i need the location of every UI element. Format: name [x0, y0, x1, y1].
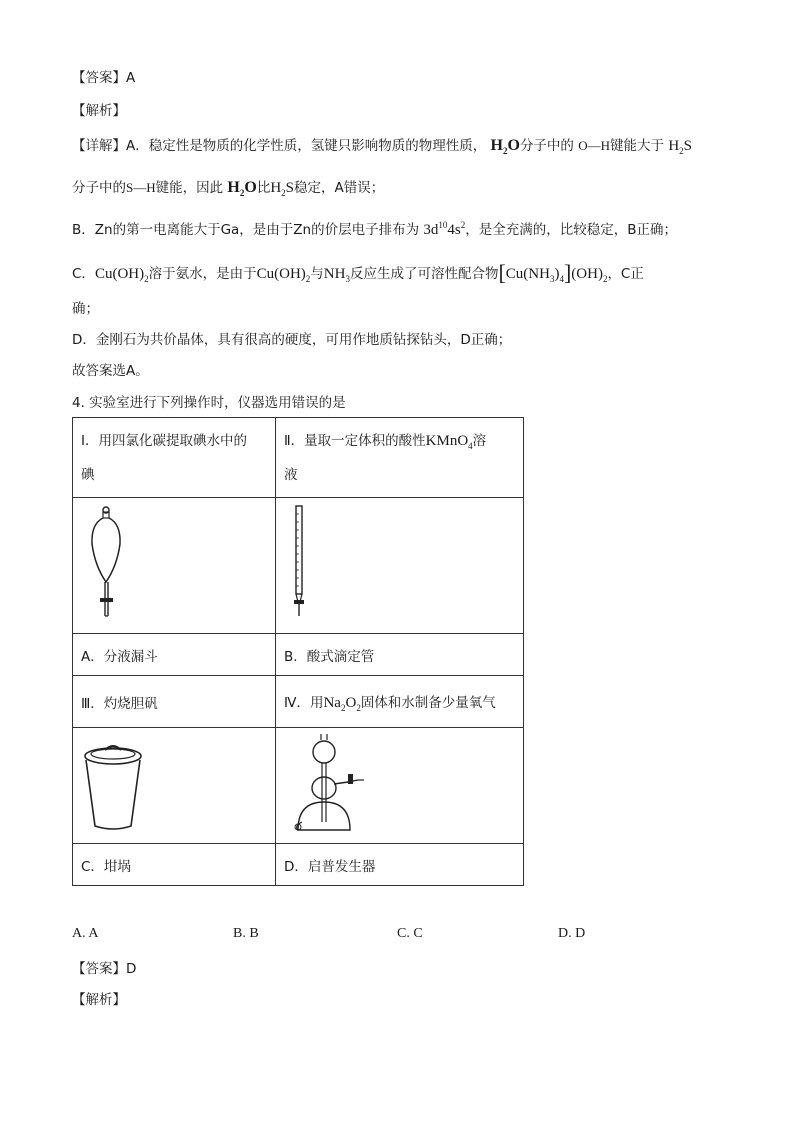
cell-kipp-image	[276, 728, 524, 844]
detail-a-line2	[72, 176, 384, 197]
crucible-icon	[81, 734, 151, 834]
cell-b-name: B．酸式滴定管	[276, 634, 524, 676]
detail-a-text3: 键能大于	[610, 138, 665, 154]
answer-line	[72, 66, 135, 86]
iv-label-text: Ⅳ．用	[284, 695, 324, 711]
cell-iv-label	[276, 676, 524, 728]
detail-c-line2: 确；	[72, 301, 99, 317]
cell-c-name: C．坩埚	[73, 844, 276, 886]
question-stem: 4. 实验室进行下列操作时，仪器选用错误的是	[72, 395, 346, 411]
formula-h2s: $H_2S$	[668, 138, 692, 156]
detail-b-line	[72, 218, 677, 239]
cell-ii-label	[276, 418, 524, 498]
detail-c-text4: 反应生成了可溶性配合物	[349, 266, 499, 282]
bond-oh: O—H	[578, 138, 611, 153]
formula-h2o-2: $H_2O$	[227, 179, 257, 199]
answer-label-2: 【答案】	[72, 961, 126, 977]
detail-a-text5: 键能，因此	[155, 180, 224, 196]
bond-sh: S—H	[126, 180, 156, 195]
analysis-label-2: 【解析】	[72, 992, 126, 1008]
detail-c-line1	[72, 258, 644, 284]
detail-a-text7: 稳定，A错误；	[294, 180, 385, 196]
option-a[interactable]: A. A	[72, 926, 99, 941]
detail-b-text2: ，是全充满的，比较稳定，B正确；	[465, 222, 678, 238]
detail-a-text2: 分子中的	[519, 138, 574, 154]
formula-kmno4: KMnO$_4$	[425, 432, 473, 451]
answer-value: A	[126, 70, 136, 86]
formula-na2o2: $Na_2O_2$	[323, 695, 361, 713]
ii-label-text1b: 溶	[472, 432, 487, 449]
formula-h2o: $H_2O$	[490, 137, 520, 157]
detail-a-line1	[72, 134, 692, 155]
option-d[interactable]: D. D	[558, 926, 586, 941]
detail-a-text4: 分子中的	[72, 180, 126, 196]
burette-icon	[284, 504, 334, 624]
conclusion: 故答案选A。	[72, 363, 149, 379]
analysis-label: 【解析】	[72, 103, 126, 119]
iv-label-text2: 固体和水制备少量氧气	[360, 695, 496, 711]
detail-b-text: B．Zn的第一电离能大于Ga，是由于Zn的价层电子排布为	[72, 222, 420, 238]
cell-burette-image	[276, 498, 524, 634]
option-c[interactable]: C. C	[397, 926, 423, 941]
detail-d-line: D．金刚石为共价晶体，具有很高的硬度，可用作地质钻探钻头，D正确；	[72, 332, 512, 348]
ii-label-text: Ⅱ．量取一定体积的酸性	[284, 432, 426, 449]
kipp-generator-icon	[284, 730, 394, 838]
options-table	[72, 417, 524, 886]
i-label-text: Ⅰ．用四氯化碳提取碘水中的	[81, 432, 247, 449]
formula-complex: $[Cu(NH_3)_4](OH)_2$	[498, 260, 608, 285]
detail-c-text2: 溶于氨水，是由于	[148, 266, 257, 282]
cell-a-name: A．分液漏斗	[73, 634, 276, 676]
formula-nh3: $NH_3$	[323, 266, 350, 284]
separatory-funnel-icon	[81, 504, 141, 624]
cell-iii-label: Ⅲ．灼烧胆矾	[73, 676, 276, 728]
detail-c-text5: ，C正	[607, 266, 644, 282]
cell-i-label	[73, 418, 276, 498]
ii-label-text2: 液	[284, 466, 298, 483]
answer-value-2: D	[126, 961, 137, 977]
cell-separatory-funnel-image	[73, 498, 276, 634]
i-label-text2: 碘	[81, 466, 95, 483]
detail-c-text3: 与	[310, 266, 324, 282]
cell-crucible-image	[73, 728, 276, 844]
formula-cuoh2-2: $Cu(OH)_2$	[256, 266, 311, 284]
answer-line-2	[72, 957, 136, 977]
detail-c-text: C．	[72, 266, 95, 282]
answer-label: 【答案】	[72, 70, 126, 86]
formula-cuoh2: $Cu(OH)_2$	[94, 266, 149, 284]
detail-label: 【详解】	[72, 138, 126, 154]
option-b[interactable]: B. B	[233, 926, 259, 941]
formula-h2s-2: $H_2S$	[270, 180, 295, 198]
detail-a-text: A．稳定性是物质的化学性质，氢键只影响物质的物理性质，	[126, 138, 487, 154]
electron-config: $3d^{10}4s^2$	[423, 220, 466, 238]
cell-d-name: D．启普发生器	[276, 844, 524, 886]
detail-a-text6: 比	[256, 180, 271, 196]
